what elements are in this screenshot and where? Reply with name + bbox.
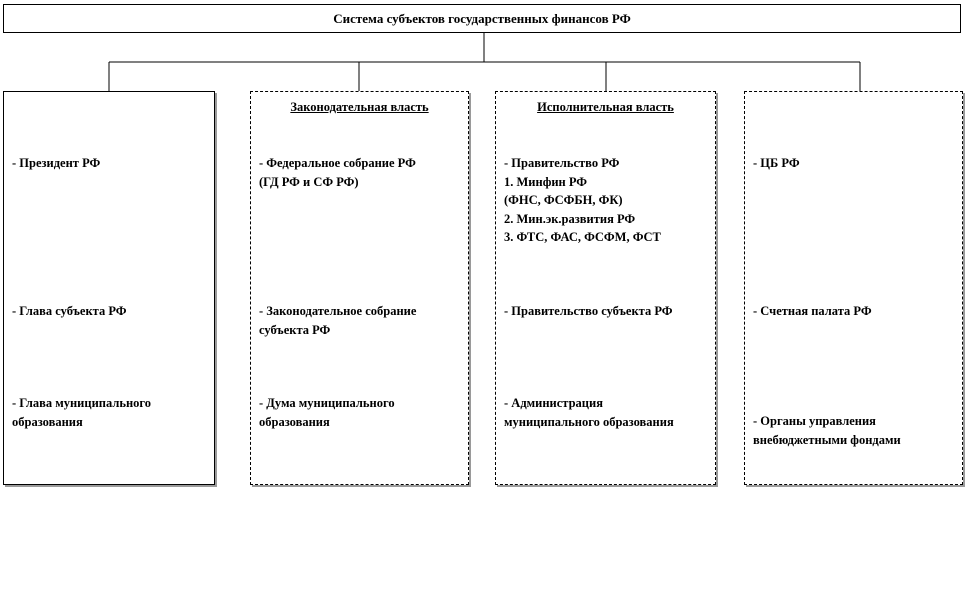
column-legislative xyxy=(250,91,469,485)
column-president xyxy=(3,91,215,485)
column-heading-executive: Исполнительная власть xyxy=(537,100,674,114)
item-federal-assembly: - Федеральное собрание РФ (ГД РФ и СФ РФ) xyxy=(259,156,416,189)
item-regional-legislature: - Законодательное собрание субъекта РФ xyxy=(259,304,417,337)
item-extrabudgetary-funds: - Органы управления внебюджетными фондами xyxy=(753,414,901,447)
item-regional-government: - Правительство субъекта РФ xyxy=(504,304,673,318)
item-president: - Президент РФ xyxy=(12,156,101,170)
item-central-bank: - ЦБ РФ xyxy=(753,156,800,170)
diagram-title: Система субъектов государственных финансов РФ xyxy=(3,4,961,33)
item-head-of-region: - Глава субъекта РФ xyxy=(12,304,127,318)
item-government: - Правительство РФ 1. Минфин РФ (ФНС, ФСФБН, ФК) 2. Мин.эк.развития РФ 3. ФТС, ФАС, ФСФМ, ФСТ xyxy=(504,156,661,244)
item-accounts-chamber: - Счетная палата РФ xyxy=(753,304,872,318)
item-municipal-duma: - Дума муниципального образования xyxy=(259,396,395,429)
item-municipal-administration: - Администрация муниципального образования xyxy=(504,396,674,429)
item-head-of-municipality: - Глава муниципального образования xyxy=(12,396,152,429)
column-executive xyxy=(495,91,716,485)
column-control xyxy=(744,91,963,485)
column-heading-legislative: Законодательная власть xyxy=(290,100,429,114)
